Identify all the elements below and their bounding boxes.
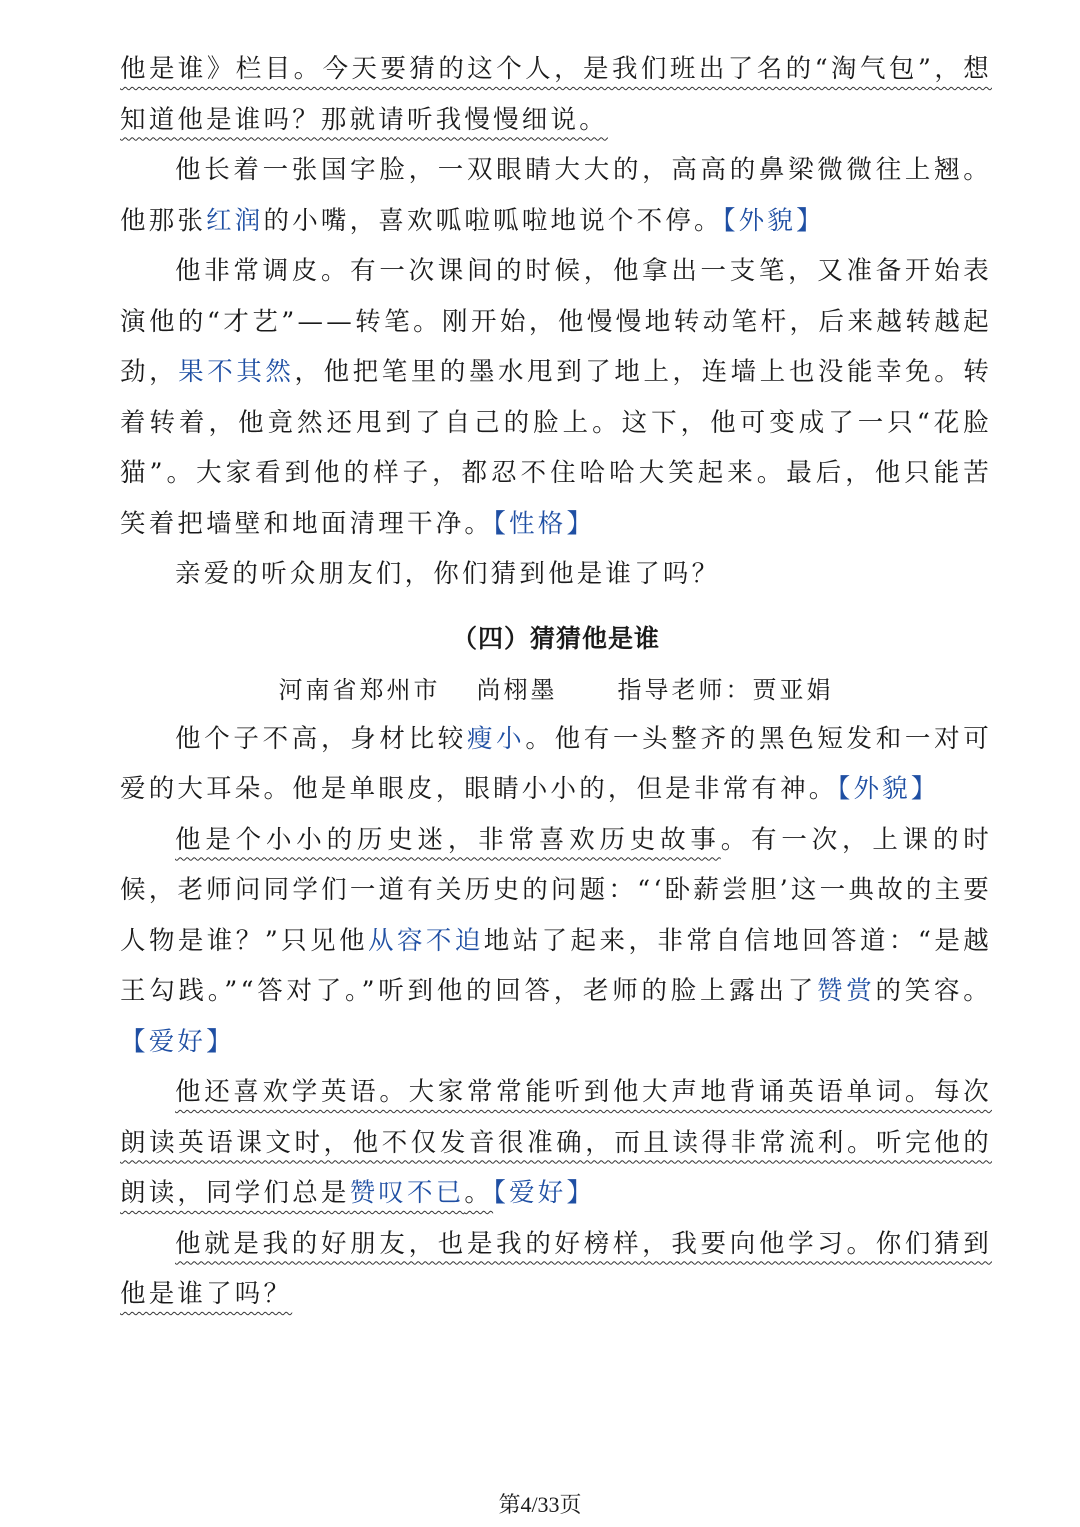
annotation-tag: 【外貌】: [722, 205, 825, 236]
underlined-text: 他是个小小的历史迷，非常喜欢历史故事: [175, 824, 721, 855]
paragraph: [120, 815, 992, 1068]
highlighted-word: 红润: [206, 205, 264, 236]
paragraph: [120, 1219, 992, 1320]
author-location: 河南省郑州市: [278, 675, 441, 704]
text: 的小嘴，喜欢呱啦呱啦地说个不停。: [263, 205, 723, 236]
paragraph: [120, 145, 992, 246]
highlighted-word: 赞赏: [817, 976, 876, 1006]
text: 。: [464, 1178, 494, 1208]
paragraph: [120, 1067, 992, 1219]
author-name: 尚栩墨: [476, 675, 558, 704]
highlighted-word: 果不其然: [178, 357, 295, 387]
annotation-tag: 【外貌】: [837, 774, 940, 804]
text: 他非常调皮。有一次课间的时候，他拿出一支笔，又准备开始表演他的“才艺”——转笔。刚开始，他慢慢地转动笔杆，后来越转越起劲，: [120, 256, 992, 387]
paragraph: [120, 44, 992, 145]
highlighted-word: 从容不迫: [368, 925, 484, 956]
highlighted-word: 瘦小: [466, 723, 526, 754]
highlighted-word: 赞叹不已: [349, 1178, 465, 1208]
text: 地站了起来，非常自信地回答道：“是越王勾践。”“答对了。”听到他的回答，老师的脸上露出了: [120, 925, 992, 1006]
text: 他长着一张国字脸，一双眼睛大大的，高高的鼻梁微微往上翘。他那张: [120, 155, 992, 236]
underlined-text: 他是谁》栏目。今天要猜的这个人，是我们班出了名的“淘气包”，想知道他是谁吗？那就请听我慢慢细说。: [120, 54, 992, 135]
text: 的笑容。: [875, 976, 992, 1006]
annotation-tag: 【性格】: [493, 508, 596, 539]
text: 他还喜欢学英语。大家常常能听到他大声地背诵英语单词。每次朗读英语课文时，他不仅发音很准确，而且读得非常流利。听完他的朗读，同学们总是: [120, 1077, 992, 1208]
text: 。他有一头整齐的黑色短发和一对可爱的大耳朵。他是单眼皮，眼睛小小的，但是非常有神。: [120, 723, 993, 804]
underlined-text: 他就是我的好朋友，也是我的好榜样，我要向他学习。你们猜到他是谁了吗？: [120, 1228, 992, 1309]
text: 他个子不高，身材比较: [175, 723, 467, 754]
byline: [120, 666, 992, 714]
page-content: [120, 44, 992, 1320]
paragraph: 亲爱的听众朋友们，你们猜到他是谁了吗？: [175, 559, 721, 589]
page-number: 第4/33页: [498, 1492, 582, 1517]
section-title: （四）猜猜他是谁: [451, 623, 660, 653]
annotation-tag: 【爱好】: [493, 1178, 596, 1208]
paragraph: [120, 246, 992, 549]
paragraph: [120, 714, 992, 815]
text: 。有一次，上课的时候，老师问同学们一道有关历史的问题：“‘卧薪尝胆’这一典故的主要人物是谁？”只见他: [120, 824, 992, 956]
annotation-tag: 【爱好】: [120, 1026, 235, 1057]
teacher-name: 指导老师：贾亚娟: [617, 675, 834, 704]
text: ，他把笔里的墨水甩到了地上，连墙上也没能幸免。转着转着，他竟然还甩到了自己的脸上。这下，他可变成了一只“花脸猫”。大家看到他的样子，都忍不住哈哈大笑起来。最后，他只能苦笑着把墙壁和地面清理干净。: [120, 357, 993, 539]
